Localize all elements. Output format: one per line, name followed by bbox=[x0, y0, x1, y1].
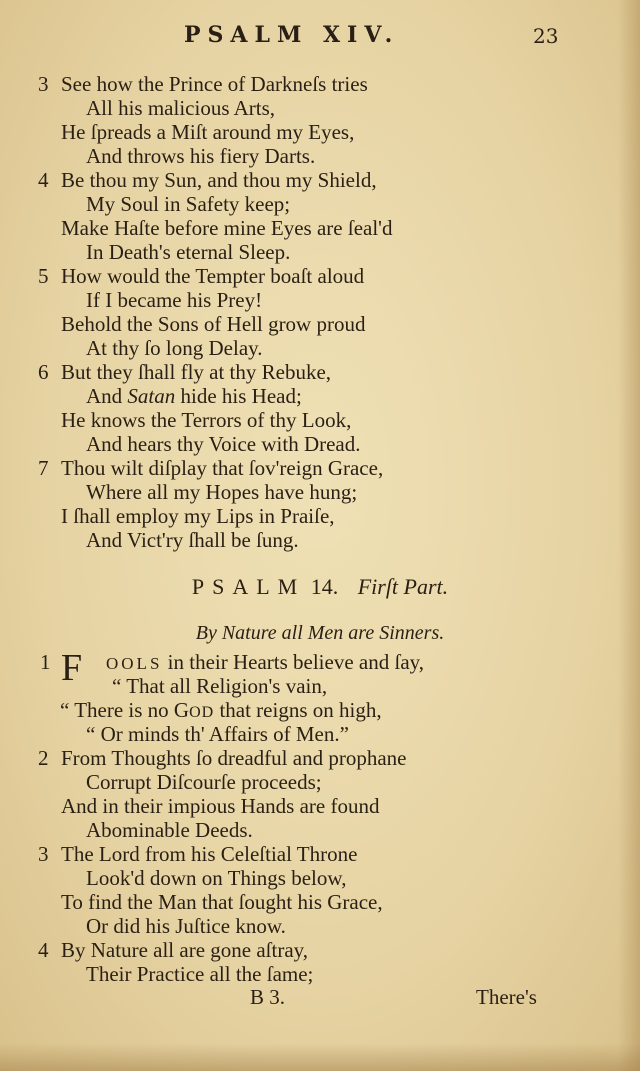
italic-name: Satan bbox=[127, 384, 176, 408]
verse-number: 6 bbox=[38, 360, 49, 384]
signature-mark: B 3. bbox=[250, 985, 286, 1009]
verse-number: 4 bbox=[38, 938, 49, 962]
psalm-heading-number: 14. bbox=[310, 574, 339, 599]
page-number: 23 bbox=[533, 24, 559, 48]
verse-number: 3 bbox=[38, 842, 49, 866]
book-page: PSALM XIV. 23 3 See how the Prince of Darkneſs tries All his malicious Arts, He ſpreads a Miſt around my Eyes, And throws his fiery Darts. 4 Be thou my Sun, and thou my Shield, My Soul in Safety keep; Make Haſte before mine Eyes are ſeal'd In Death's eternal Sleep. 5 How would the Tempter boaſt aloud If I became his Prey! Behold the Sons of Hell grow proud At thy ſo long Delay. 6 But they ſhall fly at thy Rebuke, And Satan hide his Head; He knows the Terrors of thy Look, And hears thy Voice with Dread. 7 Thou wilt diſplay that ſov'reign Grace, Where all my Hopes have hung; I ſhall employ my Lips in Praiſe, And Vict'ry ſhall be ſung. PSALM 14. Firſt Part. By Nature all Men are Sinners. 1 OOLS in their Hearts believe and ſay, F “ That all Religion's vain, “ There is no GOD that reigns on high, “ Or minds th' Affairs of Men.” 2 From Thoughts ſo dreadful and prophane Corrupt Diſcourſe proceeds; And in their impious Hands are found Abominable Deeds. 3 The Lord from his Celeſtial Throne Look'd down on Things below, To find the Man that ſought his Grace, Or did his Juſtice know. 4 By Nature all are gone aſtray, Their Practice all the ſame; B 3. There's bbox=[0, 0, 640, 1071]
page-edge-shadow bbox=[618, 0, 640, 1071]
page-bottom-shadow bbox=[0, 1043, 640, 1071]
psalm-subtitle: By Nature all Men are Sinners. bbox=[195, 622, 445, 644]
verse-number: 5 bbox=[38, 264, 49, 288]
catchword: There's bbox=[476, 985, 537, 1009]
running-head-title: PSALM XIV. bbox=[184, 22, 400, 48]
verse-number: 2 bbox=[38, 746, 49, 770]
verse-number: 3 bbox=[38, 72, 49, 96]
running-head bbox=[0, 22, 640, 52]
psalm-heading-part: Firſt Part. bbox=[357, 574, 449, 599]
psalm-heading-word: PSALM bbox=[191, 574, 306, 599]
psalm-heading bbox=[0, 574, 640, 600]
verse-number: 1 bbox=[40, 650, 51, 674]
verse-number: 4 bbox=[38, 168, 49, 192]
verse-number: 7 bbox=[38, 456, 49, 480]
drop-capital: F bbox=[61, 647, 83, 689]
small-caps-word: OOLS bbox=[106, 654, 163, 673]
